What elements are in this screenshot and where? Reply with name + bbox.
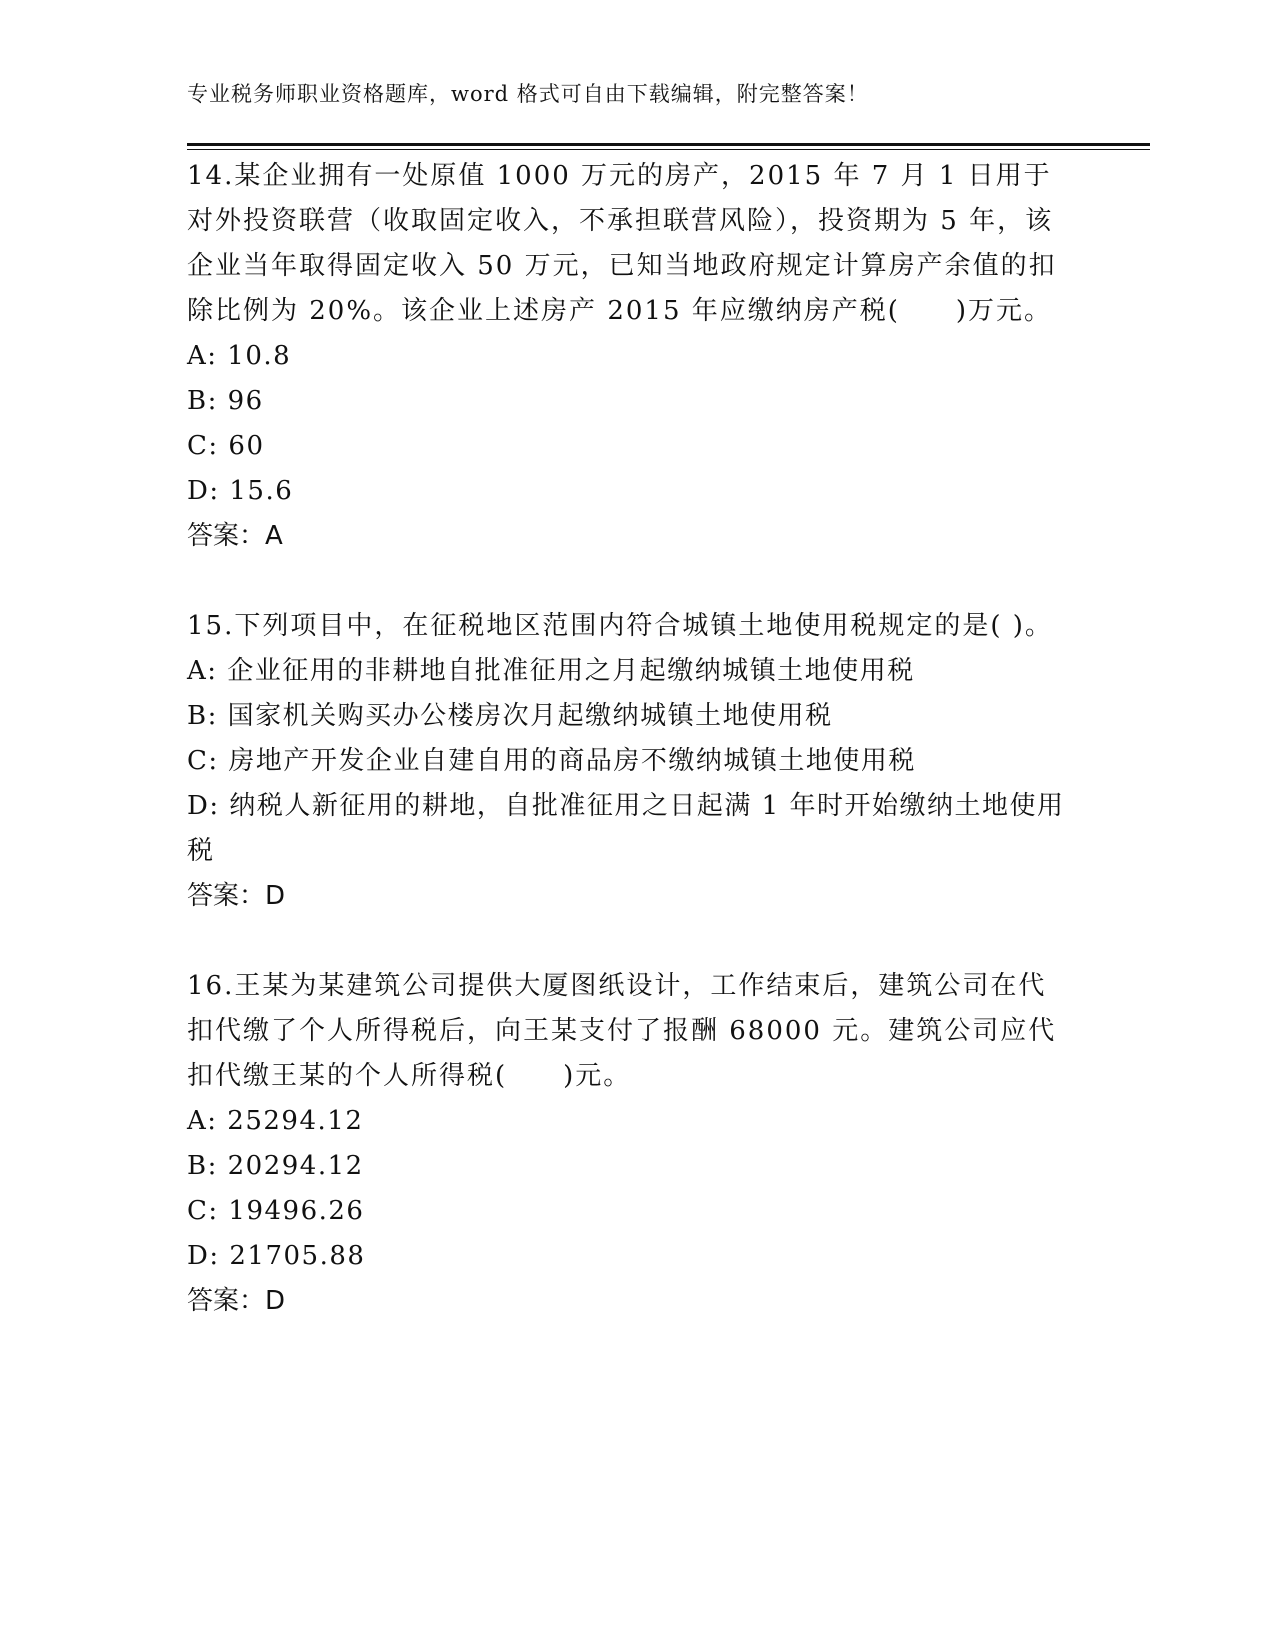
question-14: [187, 154, 1067, 559]
answer-line: 答案：D: [187, 881, 286, 911]
answer-line: 答案：A: [187, 521, 283, 551]
spacer: [187, 559, 1067, 604]
question-text: 16.王某为某建筑公司提供大厦图纸设计，工作结束后，建筑公司在代扣代缴了个人所得税后，向王某支付了报酬 68000 元。建筑公司应代扣代缴王某的个人所得税( )元。: [187, 971, 1057, 1091]
question-16: [187, 964, 1067, 1324]
option-b: B: 国家机关购买办公楼房次月起缴纳城镇土地使用税: [187, 701, 833, 731]
option-b: B: 20294.12: [187, 1151, 364, 1181]
option-a: A: 10.8: [187, 341, 292, 371]
question-15: [187, 604, 1067, 919]
answer-line: 答案：D: [187, 1286, 286, 1316]
option-d: D: 15.6: [187, 476, 294, 506]
question-list: [187, 154, 1067, 1324]
option-a: A: 企业征用的非耕地自批准征用之月起缴纳城镇土地使用税: [187, 656, 915, 686]
header-rule-thin: [187, 149, 1150, 150]
option-c: C: 60: [187, 431, 265, 461]
option-c: C: 19496.26: [187, 1196, 365, 1226]
option-d: D: 纳税人新征用的耕地，自批准征用之日起满 1 年时开始缴纳土地使用税: [187, 791, 1065, 866]
question-text: 15.下列项目中，在征税地区范围内符合城镇土地使用税规定的是( )。: [187, 611, 1053, 641]
spacer: [187, 919, 1067, 964]
option-c: C: 房地产开发企业自建自用的商品房不缴纳城镇土地使用税: [187, 746, 916, 776]
option-d: D: 21705.88: [187, 1241, 366, 1271]
header-rule-thick: [187, 143, 1150, 146]
option-b: B: 96: [187, 386, 264, 416]
page-header: 专业税务师职业资格题库，word 格式可自由下载编辑，附完整答案！: [187, 82, 869, 106]
question-text: 14.某企业拥有一处原值 1000 万元的房产，2015 年 7 月 1 日用于对外投资联营（收取固定收入，不承担联营风险），投资期为 5 年，该企业当年取得固定收入 50 万元，已知当地政府规定计算房产余值的扣除比例为 20%。该企业上述房产 2015 年应缴纳房产税( )万元。: [187, 161, 1057, 326]
option-a: A: 25294.12: [187, 1106, 364, 1136]
